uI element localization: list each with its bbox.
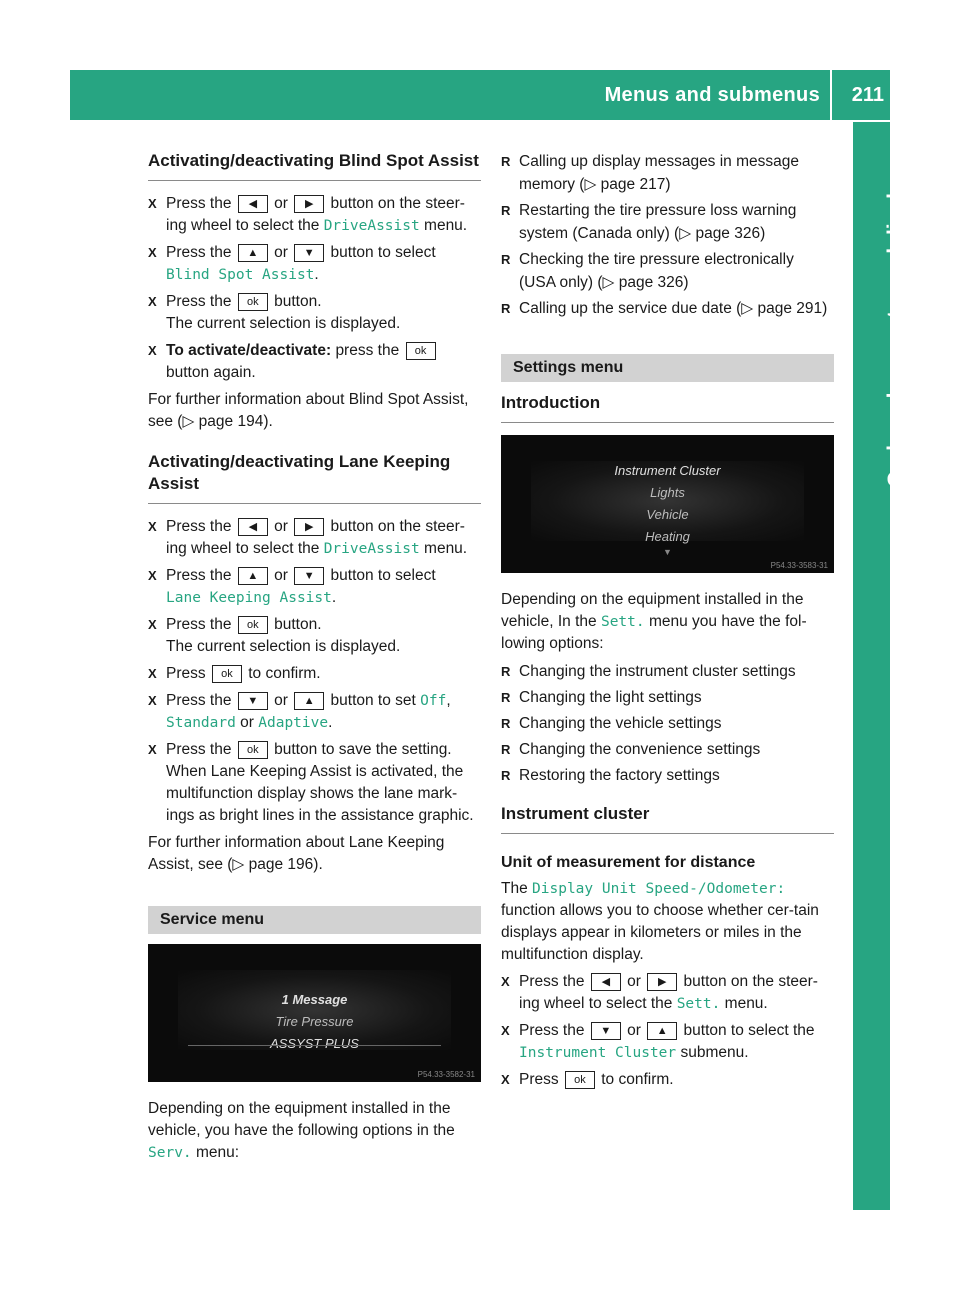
paragraph: Depending on the equipment installed in the vehicle, you have the following options in the Serv. menu: [148, 1100, 455, 1161]
step: X Press the ▲ or ▼ button to select Lane Keeping Assist. [148, 565, 481, 609]
ok-key-icon: ok [238, 293, 268, 311]
up-arrow-key-icon: ▲ [238, 244, 268, 262]
step: X Press the ◀ or ▶ button on the steer-ing wheel to select the DriveAssist menu. [148, 516, 481, 560]
menu-name: DriveAssist [323, 218, 420, 234]
step: X Press the ok button. The current selection is displayed. [148, 291, 481, 335]
menu-name: Sett. [676, 996, 721, 1012]
option-off: Off [420, 693, 447, 709]
down-arrow-icon: ▼ [663, 547, 672, 557]
menu-name: Serv. [148, 1145, 192, 1161]
list-item: R Calling up display messages in message memory (▷ page 217) [501, 150, 834, 196]
up-arrow-key-icon: ▲ [238, 567, 268, 585]
list-item: R Changing the convenience settings [501, 738, 834, 761]
ok-key-icon: ok [238, 741, 268, 759]
step: X Press the ok button. The current selection is displayed. [148, 614, 481, 658]
left-arrow-key-icon: ◀ [238, 195, 268, 213]
list-item: R Calling up the service due date (▷ page 291) [501, 297, 834, 320]
ok-key-icon: ok [406, 342, 436, 360]
left-arrow-key-icon: ◀ [591, 973, 621, 991]
paragraph: The Display Unit Speed-/Odometer: function allows you to choose whether cer-tain displays appear in kilometers or miles in the multifunction display. [501, 880, 819, 963]
menu-name: DriveAssist [323, 541, 420, 557]
step: X Press ok to confirm. [148, 663, 481, 685]
down-arrow-key-icon: ▼ [294, 567, 324, 585]
side-tab-label: On-board computer and displays [884, 158, 907, 488]
lane-keeping-heading: Activating/deactivating Lane Keeping Assist [148, 451, 481, 504]
function-name: Display Unit Speed-/Odometer: [532, 881, 786, 897]
settings-menu-display-image: Instrument Cluster Lights Vehicle Heating ▼ P54.33-3583-31 [501, 435, 834, 573]
settings-menu-heading: Settings menu [501, 354, 834, 382]
right-arrow-key-icon: ▶ [647, 973, 677, 991]
step: X Press the ▼ or ▲ button to set Off, Standard or Adaptive. [148, 690, 481, 734]
menu-item-name: Lane Keeping Assist [166, 590, 332, 606]
introduction-heading: Introduction [501, 392, 834, 423]
step: X Press the ◀ or ▶ button on the steer-ing wheel to select the DriveAssist menu. [148, 193, 481, 237]
step: X Press the ▼ or ▲ button to select the Instrument Cluster submenu. [501, 1020, 834, 1064]
page-header [70, 70, 890, 120]
left-arrow-key-icon: ◀ [238, 518, 268, 536]
ok-key-icon: ok [212, 665, 242, 683]
down-arrow-key-icon: ▼ [294, 244, 324, 262]
header-title: Menus and submenus [604, 84, 820, 106]
step: X Press the ok button to save the setting. When Lane Keeping Assist is activated, the multifunction display shows the lane mark-ings as bright lines in the assistance graphic. [148, 739, 481, 827]
list-item: R Restoring the factory settings [501, 764, 834, 787]
option-standard: Standard [166, 715, 236, 731]
down-arrow-key-icon: ▼ [238, 692, 268, 710]
up-arrow-key-icon: ▲ [294, 692, 324, 710]
menu-name: Sett. [600, 614, 645, 630]
right-arrow-key-icon: ▶ [294, 195, 324, 213]
down-arrow-key-icon: ▼ [591, 1022, 621, 1040]
service-menu-heading: Service menu [148, 906, 481, 934]
unit-of-measurement-heading: Unit of measurement for distance [501, 854, 756, 871]
step: X To activate/deactivate: press the ok button again. [148, 340, 481, 384]
list-item: R Changing the light settings [501, 686, 834, 709]
right-arrow-key-icon: ▶ [294, 518, 324, 536]
up-arrow-key-icon: ▲ [647, 1022, 677, 1040]
instrument-cluster-heading: Instrument cluster [501, 803, 834, 834]
right-column [501, 150, 834, 1096]
list-item: R Changing the vehicle settings [501, 712, 834, 735]
step: X Press ok to confirm. [501, 1069, 834, 1091]
option-adaptive: Adaptive [258, 715, 329, 731]
ok-key-icon: ok [238, 616, 268, 634]
blind-spot-heading: Activating/deactivating Blind Spot Assist [148, 150, 481, 181]
header-divider [830, 70, 832, 120]
menu-item-name: Blind Spot Assist [166, 267, 315, 283]
list-item: R Restarting the tire pressure loss warning system (Canada only) (▷ page 326) [501, 199, 834, 245]
page-number: 211 [851, 84, 884, 106]
step: X Press the ◀ or ▶ button on the steer-ing wheel to select the Sett. menu. [501, 971, 834, 1015]
paragraph: For further information about Lane Keeping Assist, see (▷ page 196). [148, 834, 445, 873]
left-column [148, 150, 481, 1169]
list-item: R Changing the instrument cluster settings [501, 660, 834, 683]
paragraph: For further information about Blind Spot Assist, see (▷ page 194). [148, 391, 469, 430]
paragraph: Depending on the equipment installed in the vehicle, In the Sett. menu you have the fol-lowing options: [501, 591, 807, 652]
submenu-name: Instrument Cluster [519, 1045, 677, 1061]
list-item: R Checking the tire pressure electronically (USA only) (▷ page 326) [501, 248, 834, 294]
ok-key-icon: ok [565, 1071, 595, 1089]
step: X Press the ▲ or ▼ button to select Blind Spot Assist. [148, 242, 481, 286]
service-menu-display-image: 1 Message Tire Pressure ASSYST PLUS P54.33-3582-31 [148, 944, 481, 1082]
